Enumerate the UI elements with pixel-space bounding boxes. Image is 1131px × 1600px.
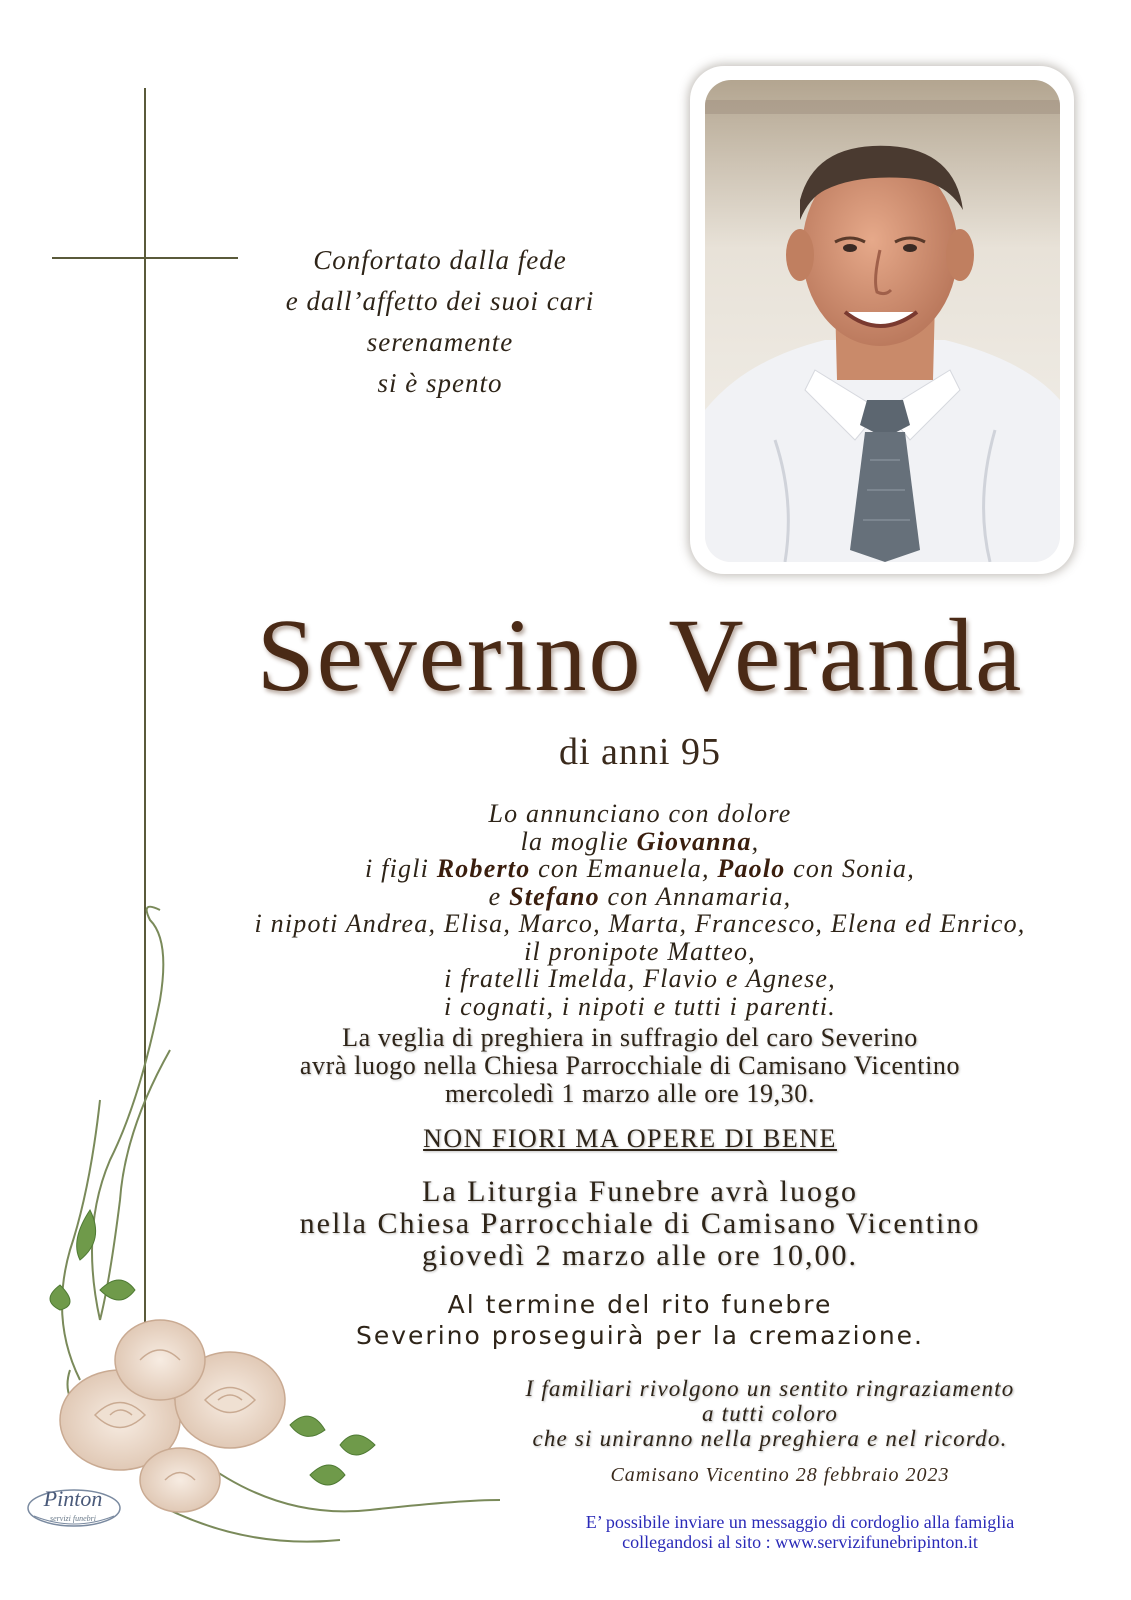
family-line [175, 828, 1105, 856]
deceased-age: di anni 95 [559, 731, 721, 773]
no-flowers-notice: NON FIORI MA OPERE DI BENE [423, 1124, 837, 1153]
cremation-line: Severino proseguirà per la cremazione. [356, 1321, 924, 1350]
spouse-name: Giovanna [636, 826, 752, 856]
child-name: Paolo [717, 854, 786, 883]
text: la moglie [520, 826, 637, 856]
thanks-line: a tutti coloro [701, 1401, 839, 1426]
liturgy-line: giovedì 2 marzo alle ore 10,00. [421, 1239, 859, 1272]
intro-line: e dall’affetto dei suoi cari [285, 286, 595, 316]
web-line: E’ possibile inviare un messaggio di cordoglio alla famiglia [585, 1512, 1015, 1532]
thanks-message [440, 1376, 1100, 1451]
family-line: i cognati, i nipoti e tutti i parenti. [443, 991, 836, 1021]
cremation-line: Al termine del rito funebre [447, 1290, 833, 1319]
place-date: Camisano Vicentino 28 febbraio 2023 [610, 1464, 950, 1486]
text: con Sonia, [785, 854, 915, 883]
text: e [488, 881, 510, 911]
intro-line: si è spento [377, 368, 503, 398]
cross-horizontal [52, 257, 238, 259]
intro-line: Confortato dalla fede [313, 245, 567, 275]
rose-decoration [40, 900, 540, 1560]
intro-text [250, 240, 630, 404]
website-link[interactable]: collegandosi al sito : www.servizifunebripinton.it [622, 1532, 978, 1552]
text: , [751, 826, 760, 856]
family-line: i fratelli Imelda, Flavio e Agnese, [444, 964, 836, 993]
child-name: Roberto [436, 854, 531, 883]
condolence-website-notice [470, 1512, 1130, 1552]
thanks-line: I familiari rivolgono un sentito ringraziamento [525, 1376, 1015, 1401]
text: i figli [365, 854, 437, 883]
family-line [175, 855, 1105, 883]
logo-subtitle: servizi funebri [50, 1514, 96, 1523]
family-line: i nipoti Andrea, Elisa, Marco, Marta, Francesco, Elena ed Enrico, [254, 909, 1026, 938]
family-line: il pronipote Matteo, [524, 936, 756, 966]
logo-name: Pinton [43, 1486, 103, 1511]
thanks-line: che si uniranno nella preghiera e nel ricordo. [532, 1426, 1008, 1451]
vigil-line: mercoledì 1 marzo alle ore 19,30. [445, 1079, 815, 1108]
liturgy-line: La Liturgia Funebre avrà luogo [422, 1175, 858, 1208]
deceased-name: Severino Veranda [256, 598, 1024, 713]
intro-line: serenamente [366, 327, 514, 357]
liturgy-line: nella Chiesa Parrocchiale di Camisano Vicentino [299, 1207, 981, 1240]
text: con Annamaria, [599, 881, 792, 911]
text: con Emanuela, [530, 854, 718, 883]
vigil-line: La veglia di preghiera in suffragio del caro Severino [342, 1023, 918, 1052]
vigil-line: avrà luogo nella Chiesa Parrocchiale di Camisano Vicentino [299, 1051, 961, 1080]
family-line: Lo annunciano con dolore [488, 799, 792, 828]
child-name: Stefano [509, 881, 600, 911]
portrait-photo [705, 80, 1060, 562]
